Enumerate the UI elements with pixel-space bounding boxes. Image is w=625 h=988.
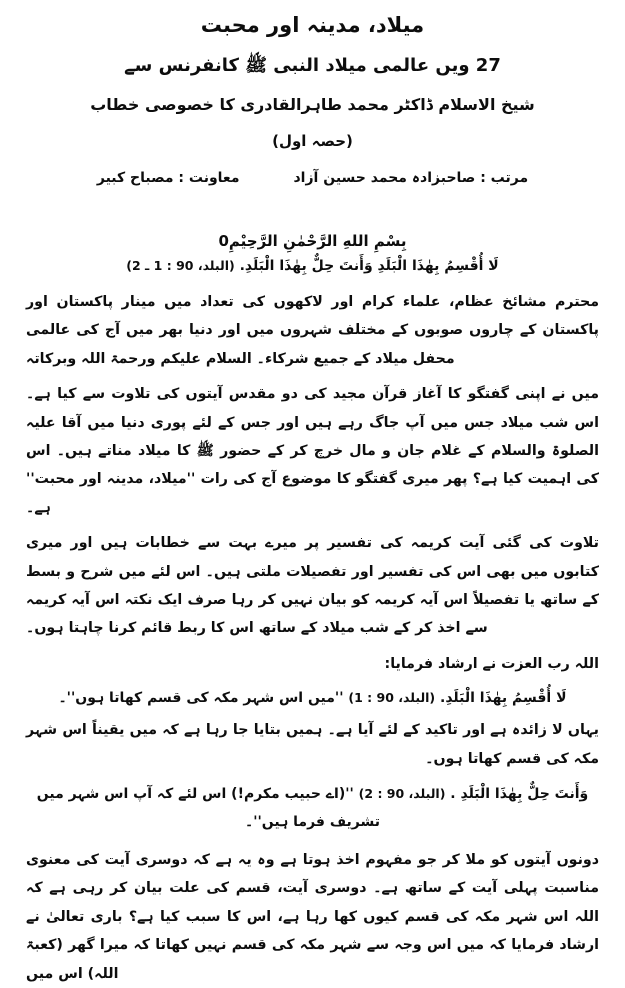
part-line: (حصہ اول) [272, 131, 353, 150]
quote-2 [26, 780, 599, 836]
credits [26, 170, 599, 186]
credit-compiler: مرتب : صاحبزادہ محمد حسین آزاد [293, 169, 529, 186]
quote-1-urdu: ''میں اس شہر مکہ کی قسم کھاتا ہوں''۔ [58, 690, 344, 707]
paragraph-after-first-quote: یہاں لا زائدہ ہے اور تاکید کے لئے آیا ہے۔ ہمیں بتایا جا رہا ہے کہ میں یقیناً اس شہر مکہ کی قسم کھاتا ہوں۔ [26, 722, 599, 767]
quote-1-reference: (البلد، 90 : 1) [348, 690, 436, 706]
paragraph-1: محترم مشائخ عظام، علماء کرام اور لاکھوں کی تعداد میں مینار پاکستان اور پاکستان کے چاروں صوبوں کے مختلف شہروں میں اور دنیا بھر میں آج کی عالمی محفل میلاد کے جمیع شرکاء۔ السلام علیکم ورحمۃ اللہ وبرکاتہ [26, 293, 599, 367]
closing-paragraph-1: دونوں آیتوں کو ملا کر جو مفہوم اخذ ہوتا ہے وہ یہ ہے کہ دوسری آیت کی معنوی مناسبت پہلی آیت کے ساتھ ہے۔ دوسری آیت، قسم کی علت بیان کر رہی ہے کہ اللہ اس شہر مکہ کی قسم کیوں کھا رہا ہے، اس کا سبب کیا ہے؟ باری تعالیٰ نے ارشاد فرمایا کہ میں اس وجہ سے شہر مکہ کی قسم نہیں کھاتا کہ میرا گھر (کعبۃ اللہ) اس میں [26, 851, 599, 982]
opening-ayah-arabic: لَا أُقْسِمُ بِهٰذَا الْبَلَدِ وَأَنتَ حِلٌّ بِهٰذَا الْبَلَدِ. [239, 257, 499, 274]
quote-2-urdu: ''(اے حبیب مکرم!) اس لئے کہ آپ اس شہر میں تشریف فرما ہیں''۔ [36, 785, 380, 830]
conference-line: 27 ویں عالمی میلاد النبی ﷺ کانفرنس سے [124, 54, 501, 76]
opening-ayah-reference: (البلد، 90 : 1 ـ 2) [126, 257, 235, 273]
paragraph-3: تلاوت کی گئی آیت کریمہ کی تفسیر پر میرے بہت سے خطابات ہیں اور میری کتابوں میں بھی اس کی تفسیر اور تفصیلات ملتی ہیں۔ اس لئے میں شرح و بسط کے ساتھ یا تفصیلاً اس آیہ کریمہ کو بیان نہیں کر رہا صرف ایک نکتہ اس آیہ کریمہ سے اخذ کر کے شب میلاد کے ساتھ اس کا ربط قائم کرنا چاہتا ہوں۔ [26, 535, 599, 637]
basmala: بِسْمِ اللهِ الرَّحْمٰنِ الرَّحِيْمِ0 [218, 231, 407, 250]
quote-1-arabic: لَا أُقْسِمُ بِهٰذَا الْبَلَدِ. [440, 690, 567, 707]
quote-2-reference: (البلد، 90 : 2) [358, 785, 446, 801]
title-block [26, 10, 599, 150]
paragraph-2: میں نے اپنی گفتگو کا آغاز قرآن مجید کی دو مقدس آیتوں کی تلاوت سے کیا ہے۔ اس شب میلاد جس میں آپ جاگ رہے ہیں اور جس کے لئے پوری دنیا میں آقا علیہ الصلوۃ والسلام کے غلام جان و مال خرچ کر کے حضور ﷺ کا میلاد مناتے ہیں۔ اس کی اہمیت کیا ہے؟ پھر میری گفتگو کا موضوع آج کی رات ''میلاد، مدینہ اور محبت'' ہے۔ [26, 386, 599, 516]
speaker-line: شیخ الاسلام ڈاکٹر محمد طاہرالقادری کا خصوصی خطاب [90, 95, 535, 115]
lead-line: اللہ رب العزت نے ارشاد فرمایا: [384, 655, 599, 672]
quote-2-arabic: وَأَنتَ حِلٌّ بِهٰذَا الْبَلَدِ . [450, 785, 589, 802]
credit-assistant: معاونت : مصباح کبیر [96, 169, 240, 186]
opening-ayah [26, 258, 599, 274]
page-title: میلاد، مدینہ اور محبت [200, 13, 425, 37]
quote-1 [26, 684, 599, 712]
